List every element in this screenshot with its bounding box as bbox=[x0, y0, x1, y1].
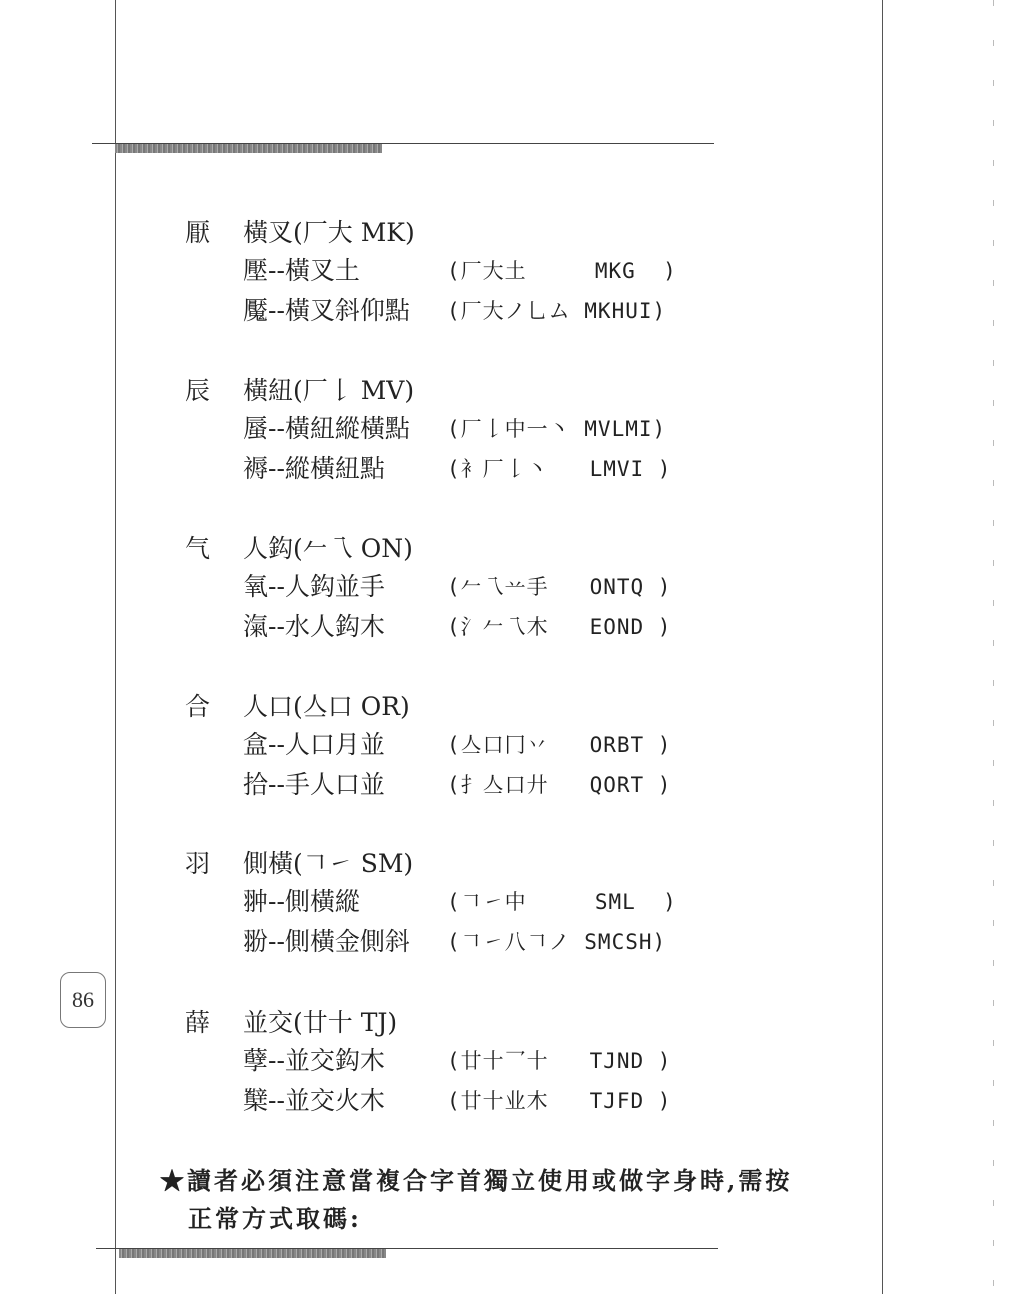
root-desc: 人口(亼口 OR) bbox=[243, 692, 410, 721]
sub-word: 蜃--橫紐縱橫點 bbox=[243, 414, 410, 443]
sub-word: 盒--人口月並 bbox=[243, 730, 385, 759]
root-char: 薛 bbox=[185, 1008, 211, 1037]
sub-word: 滊--水人鈎木 bbox=[243, 612, 385, 641]
root-desc: 橫叉(厂大 MK) bbox=[243, 218, 415, 247]
sub-code: (𠂉乁䒑手 ONTQ ) bbox=[447, 575, 672, 599]
sub-code: (廿十乛十 TJND ) bbox=[447, 1049, 672, 1073]
page-edge-dashes bbox=[993, 0, 994, 1294]
root-char: 气 bbox=[185, 534, 211, 563]
root-char: 厭 bbox=[185, 218, 211, 247]
sub-code: (扌亼口廾 QORT ) bbox=[447, 773, 672, 797]
sub-code: (𠃍㇀八𠃍ノ SMCSH) bbox=[447, 930, 667, 954]
right-margin-line bbox=[882, 0, 883, 1294]
sub-code: (𠃍㇀中 SML ) bbox=[447, 890, 677, 914]
sub-word: 拾--手人口並 bbox=[243, 770, 385, 799]
root-desc: 人鈎(𠂉乁 ON) bbox=[243, 534, 413, 563]
sub-code: (厂大ノ乚ム MKHUI) bbox=[447, 299, 667, 323]
note-line-1: ★讀者必須注意當複合字首獨立使用或做字身時,需按 bbox=[160, 1166, 793, 1195]
sub-code: (廿十业木 TJFD ) bbox=[447, 1089, 672, 1113]
note-line-2: 正常方式取碼: bbox=[188, 1204, 362, 1233]
root-desc: 並交(廿十 TJ) bbox=[243, 1008, 398, 1037]
bottom-band bbox=[119, 1249, 386, 1258]
sub-word: 氧--人鈎並手 bbox=[243, 572, 385, 601]
page-number: 86 bbox=[60, 972, 106, 1028]
sub-word: 壓--橫叉土 bbox=[243, 256, 360, 285]
root-desc: 側橫(𠃍㇀ SM) bbox=[243, 849, 414, 878]
sub-code: (氵𠂉乁木 EOND ) bbox=[447, 615, 672, 639]
root-char: 辰 bbox=[185, 376, 211, 405]
reader-note bbox=[160, 1162, 860, 1238]
root-char: 合 bbox=[185, 692, 211, 721]
sub-word: 櫱--並交火木 bbox=[243, 1086, 385, 1115]
root-desc: 橫紐(厂𠄌 MV) bbox=[243, 376, 415, 405]
sub-word: 翂--側橫金側斜 bbox=[243, 927, 410, 956]
sub-code: (厂大土 MKG ) bbox=[447, 259, 677, 283]
root-char: 羽 bbox=[185, 849, 211, 878]
top-band bbox=[115, 144, 382, 153]
sub-code: (衤厂𠄌丶 LMVI ) bbox=[447, 457, 672, 481]
sub-word: 褥--縱橫紐點 bbox=[243, 454, 385, 483]
sub-word: 魘--橫叉斜仰點 bbox=[243, 296, 410, 325]
sub-word: 孽--並交鈎木 bbox=[243, 1046, 385, 1075]
left-margin-line bbox=[115, 0, 116, 1294]
sub-code: (亼口冂丷 ORBT ) bbox=[447, 733, 672, 757]
sub-word: 翀--側橫縱 bbox=[243, 887, 360, 916]
sub-code: (厂𠄌中一丶 MVLMI) bbox=[447, 417, 667, 441]
